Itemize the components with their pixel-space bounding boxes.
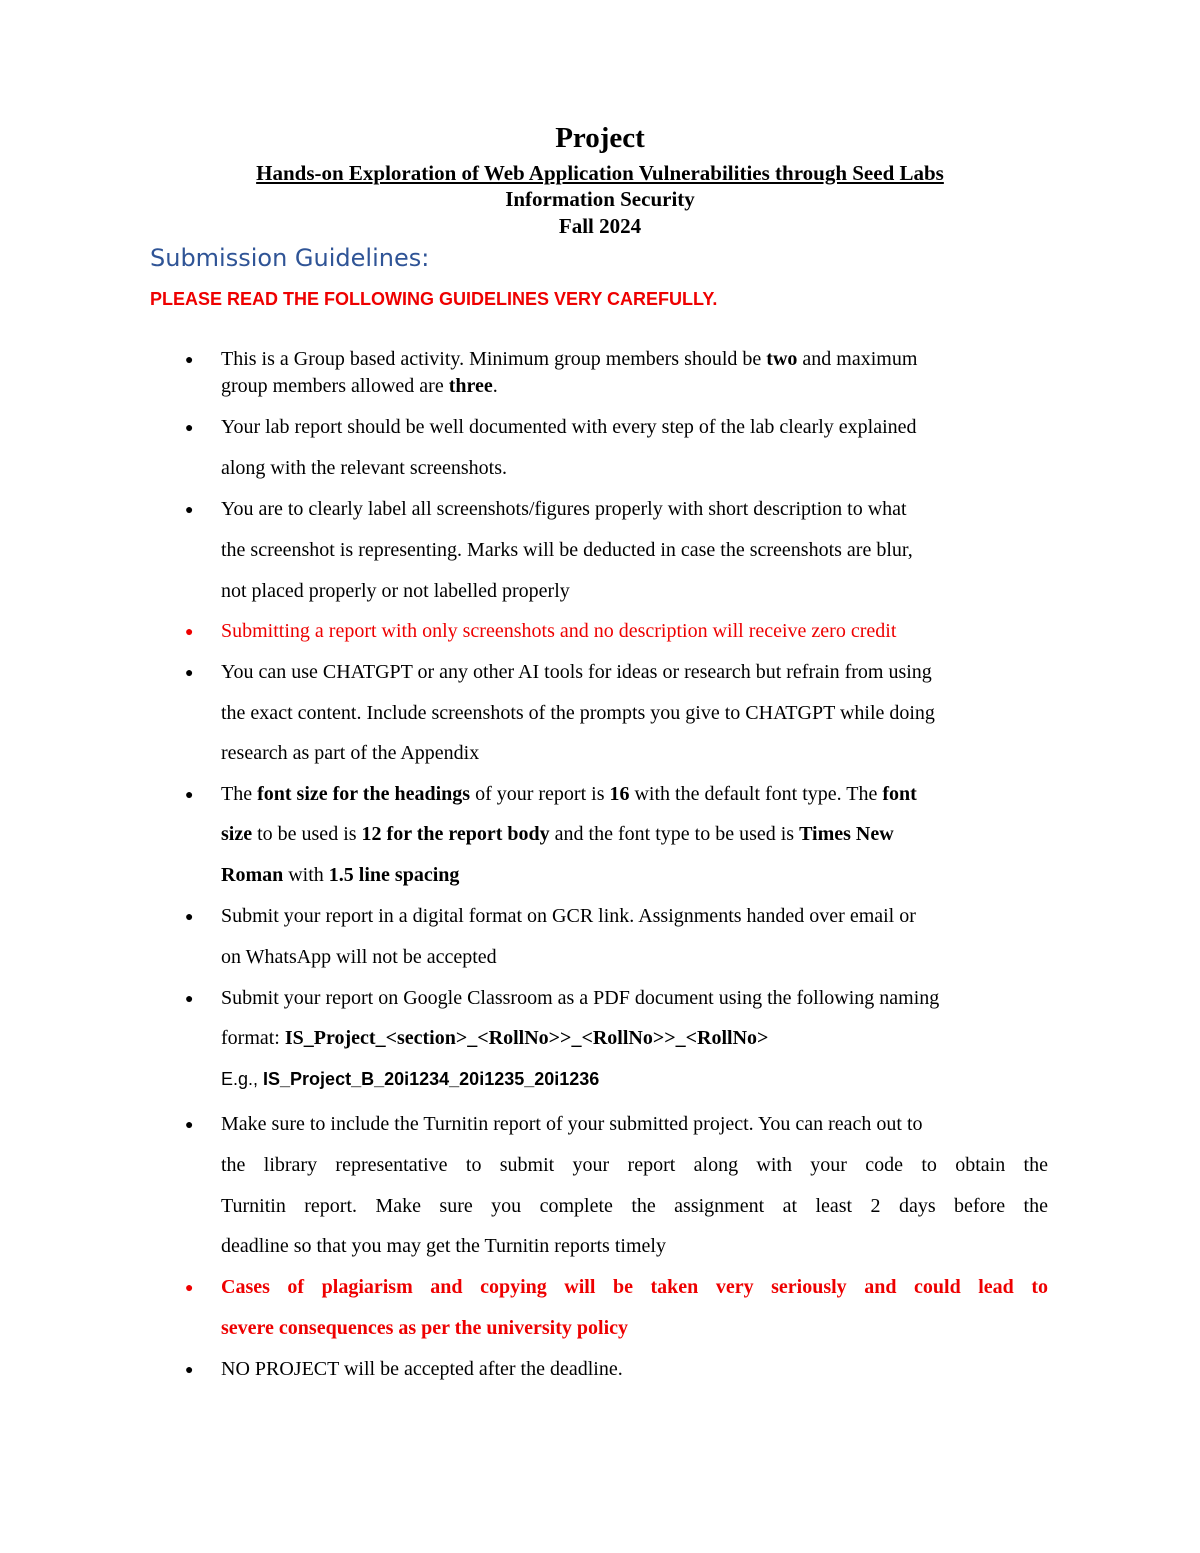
bullet-icon: ● (185, 1363, 194, 1378)
bullet-icon: ● (185, 992, 194, 1007)
guideline-labels-line-3: not placed properly or not labelled properly (221, 580, 570, 602)
bullet-icon: ● (185, 910, 194, 925)
course-name: Information Security (505, 187, 695, 211)
warning-banner: PLEASE READ THE FOLLOWING GUIDELINES VERY CAREFULLY. (150, 289, 718, 309)
guideline-naming-line-2: format: IS_Project_<section>_<RollNo>>_<RollNo>>_<RollNo> (221, 1027, 769, 1049)
bullet-icon: ● (185, 666, 194, 681)
naming-example: E.g., IS_Project_B_20i1234_20i1235_20i1236 (221, 1069, 600, 1089)
bullet-icon: ● (185, 421, 194, 436)
guideline-font-line-2: size to be used is 12 for the report body and the font type to be used is Times New (221, 823, 894, 845)
guideline-group-line-2: group members allowed are three. (221, 375, 498, 397)
guideline-font-line-3: Roman with 1.5 line spacing (221, 864, 460, 886)
bullet-icon: ● (185, 353, 194, 368)
guideline-ai-line-1: You can use CHATGPT or any other AI tools for ideas or research but refrain from using (221, 661, 932, 683)
term: Fall 2024 (558, 214, 642, 238)
guideline-plagiarism-line-1: Cases of plagiarism and copying will be taken very seriously and could lead to (221, 1276, 1048, 1298)
guideline-font-line-1: The font size for the headings of your report is 16 with the default font type. The font (221, 783, 917, 805)
guideline-deadline: NO PROJECT will be accepted after the deadline. (221, 1358, 623, 1380)
bullet-icon: ● (185, 625, 194, 640)
guideline-digital-line-1: Submit your report in a digital format on GCR link. Assignments handed over email or (221, 905, 916, 927)
bullet-icon: ● (185, 503, 194, 518)
section-heading: Submission Guidelines: (150, 244, 430, 272)
document-title: Project (555, 122, 645, 154)
guideline-plagiarism-line-2: severe consequences as per the university policy (221, 1317, 629, 1339)
guideline-report-line-2: along with the relevant screenshots. (221, 457, 508, 479)
document-subtitle: Hands-on Exploration of Web Application Vulnerabilities through Seed Labs (256, 161, 944, 185)
guideline-report-line-1: Your lab report should be well documented with every step of the lab clearly explained (221, 416, 917, 438)
guideline-naming-line-1: Submit your report on Google Classroom as a PDF document using the following naming (221, 987, 940, 1009)
bullet-icon: ● (185, 1281, 194, 1296)
guideline-ai-line-2: the exact content. Include screenshots of the prompts you give to CHATGPT while doing (221, 702, 935, 724)
guideline-labels-line-2: the screenshot is representing. Marks will be deducted in case the screenshots are blur, (221, 539, 913, 561)
guideline-turnitin-line-1: Make sure to include the Turnitin report of your submitted project. You can reach out to (221, 1113, 923, 1135)
guideline-digital-line-2: on WhatsApp will not be accepted (221, 946, 497, 968)
guideline-labels-line-1: You are to clearly label all screenshots/figures properly with short description to what (221, 498, 907, 520)
bullet-icon: ● (185, 788, 194, 803)
guideline-zero-credit: Submitting a report with only screenshots and no description will receive zero credit (221, 620, 897, 642)
bullet-icon: ● (185, 1118, 194, 1133)
guideline-turnitin-line-4: deadline so that you may get the Turnitin reports timely (221, 1235, 666, 1257)
guideline-group-line-1: This is a Group based activity. Minimum group members should be two and maximum (221, 348, 918, 370)
guideline-turnitin-line-2: the library representative to submit your report along with your code to obtain the (221, 1154, 1048, 1176)
guideline-turnitin-line-3: Turnitin report. Make sure you complete the assignment at least 2 days before the (221, 1195, 1048, 1217)
guideline-ai-line-3: research as part of the Appendix (221, 742, 480, 764)
